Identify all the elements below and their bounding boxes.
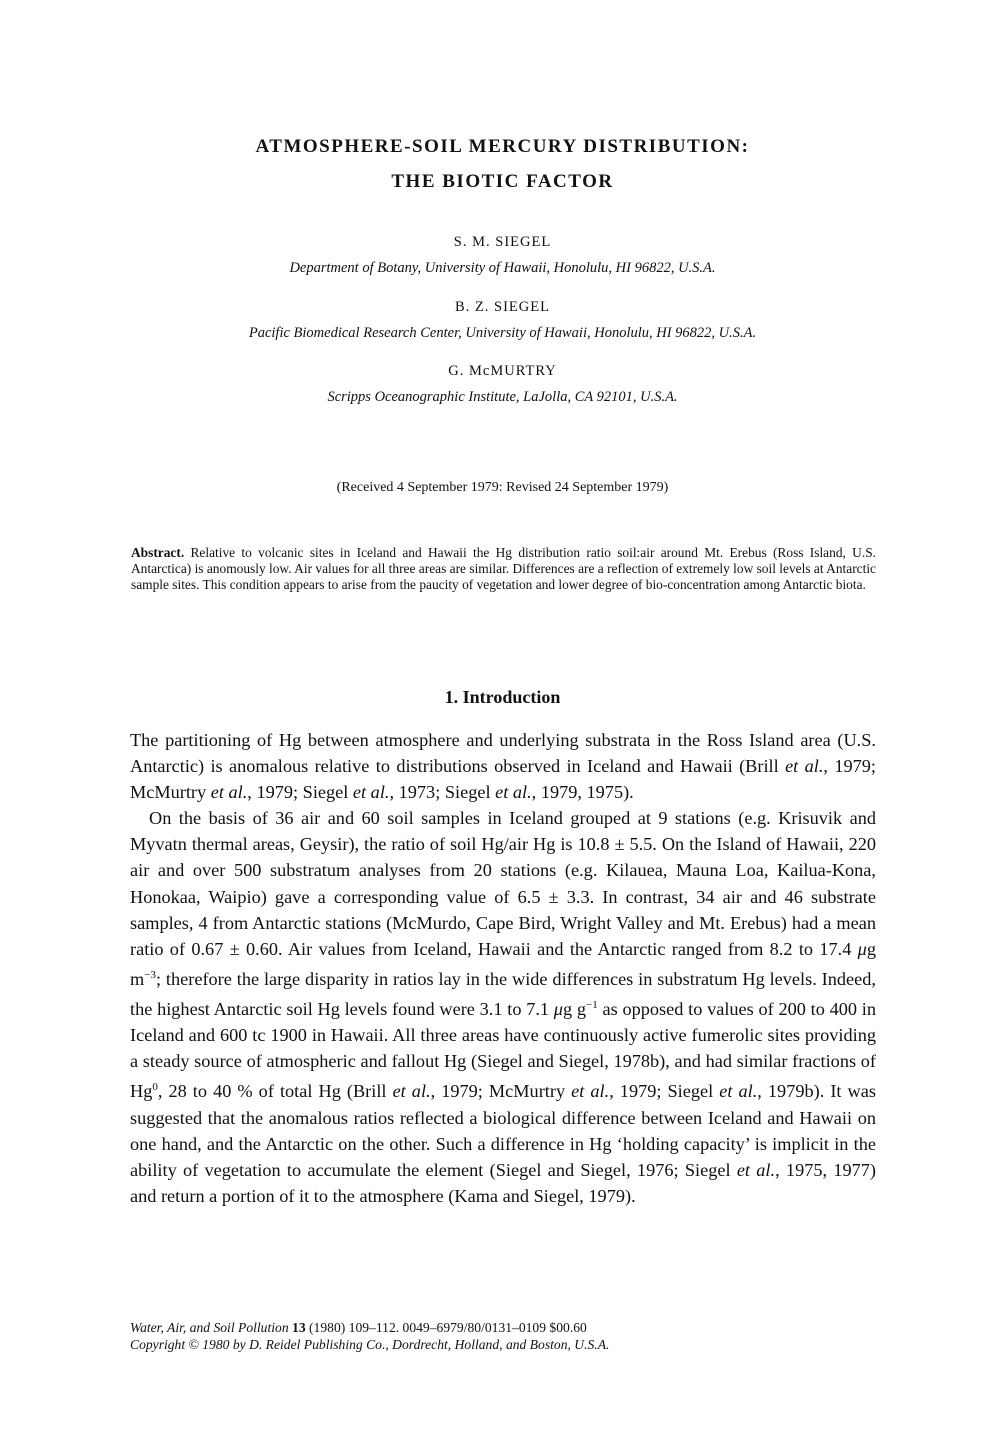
author-name: B. Z. SIEGEL: [455, 299, 550, 315]
author-name: G. McMURTRY: [448, 363, 557, 379]
section-heading: 1. Introduction: [444, 687, 561, 707]
paragraph: On the basis of 36 air and 60 soil samples in Iceland grouped at 9 stations (e.g. Krisuvik and Myvatn thermal areas, Geysir), the ratio of soil Hg/air Hg is 10.8 ± 5.5. On the Island of Hawaii, 220 air and over 500 substratum analyses from 20 stations (e.g. Kilauea, Mauna Loa, Kailua-Kona, Honokaa, Waipio) gave a corresponding value of 6.5 ± 3.3. In contrast, 34 air and 46 substrate samples, 4 from Antarctic stations (McMurdo, Cape Bird, Wright Valley and Mt. Erebus) had a mean ratio of 0.67 ± 0.60. Air values from Iceland, Hawaii and the Antarctic ranged from 8.2 to 17.4 μg $m^{-3}$; therefore the large disparity in ratios lay in the wide differences in substratum Hg levels. Indeed, the highest Antarctic soil Hg levels found were 3.1 to 7.1 μg $g^{-1}$ as opposed to values of 200 to 400 in Iceland and 600 tc 1900 in Hawaii. All three areas have continuously active fumerolic sites providing a steady source of atmospheric and fallout Hg (Siegel and Siegel, 1978b), and had similar fractions of Hg$^0$, 28 to 40 % of total Hg (Brill et al., 1979; McMurtry et al., 1979; Siegel et al., 1979b). It was suggested that the anomalous ratios reflected a biological difference between Iceland and Hawaii on one hand, and the Antarctic on the other. Such a difference in Hg ‘holding capacity’ is implicit in the ability of vegetation to accumulate the element (Siegel and Siegel, 1976; Siegel et al., 1975, 1977) and return a portion of it to the atmosphere (Kama and Siegel, 1979).: [130, 808, 877, 1206]
abstract-label: Abstract.: [131, 545, 185, 560]
copyright-notice: Copyright © 1980 by D. Reidel Publishing Co., Dordrecht, Holland, and Boston, U.S.A.: [130, 1337, 610, 1352]
journal-citation: Water, Air, and Soil Pollution 13 (1980) 109–112. 0049–6979/80/0131–0109 $00.60: [130, 1320, 587, 1335]
abstract-text: Relative to volcanic sites in Iceland and Hawaii the Hg distribution ratio soil:air around Mt. Erebus (Ross Island, U.S. Antarctica) is anomously low. Air values for all three areas are similar. Differences are a reflection of extremely low soil levels at Antarctic sample sites. This condition appears to arise from the paucity of vegetation and lower degree of bio-concentration among Antarctic biota.: [131, 545, 876, 593]
paper-title-line-2: THE BIOTIC FACTOR: [391, 171, 614, 192]
author-affiliation: Department of Botany, University of Hawaii, Honolulu, HI 96822, U.S.A.: [289, 260, 716, 276]
received-dates: (Received 4 September 1979: Revised 24 September 1979): [336, 480, 669, 495]
page-footer: [130, 1319, 890, 1353]
author-affiliation: Pacific Biomedical Research Center, University of Hawaii, Honolulu, HI 96822, U.S.A.: [248, 325, 757, 341]
abstract: [131, 545, 876, 594]
body-text: [130, 727, 876, 1209]
paper-title-line-1: ATMOSPHERE-SOIL MERCURY DISTRIBUTION:: [255, 136, 750, 157]
paragraph: The partitioning of Hg between atmosphere and underlying substrata in the Ross Island area (U.S. Antarctic) is anomalous relative to distributions observed in Iceland and Hawaii (Brill et al., 1979; McMurtry et al., 1979; Siegel et al., 1973; Siegel et al., 1979, 1975).: [130, 730, 876, 803]
author-affiliation: Scripps Oceanographic Institute, LaJolla, CA 92101, U.S.A.: [327, 389, 678, 405]
author-name: S. M. SIEGEL: [453, 234, 552, 250]
